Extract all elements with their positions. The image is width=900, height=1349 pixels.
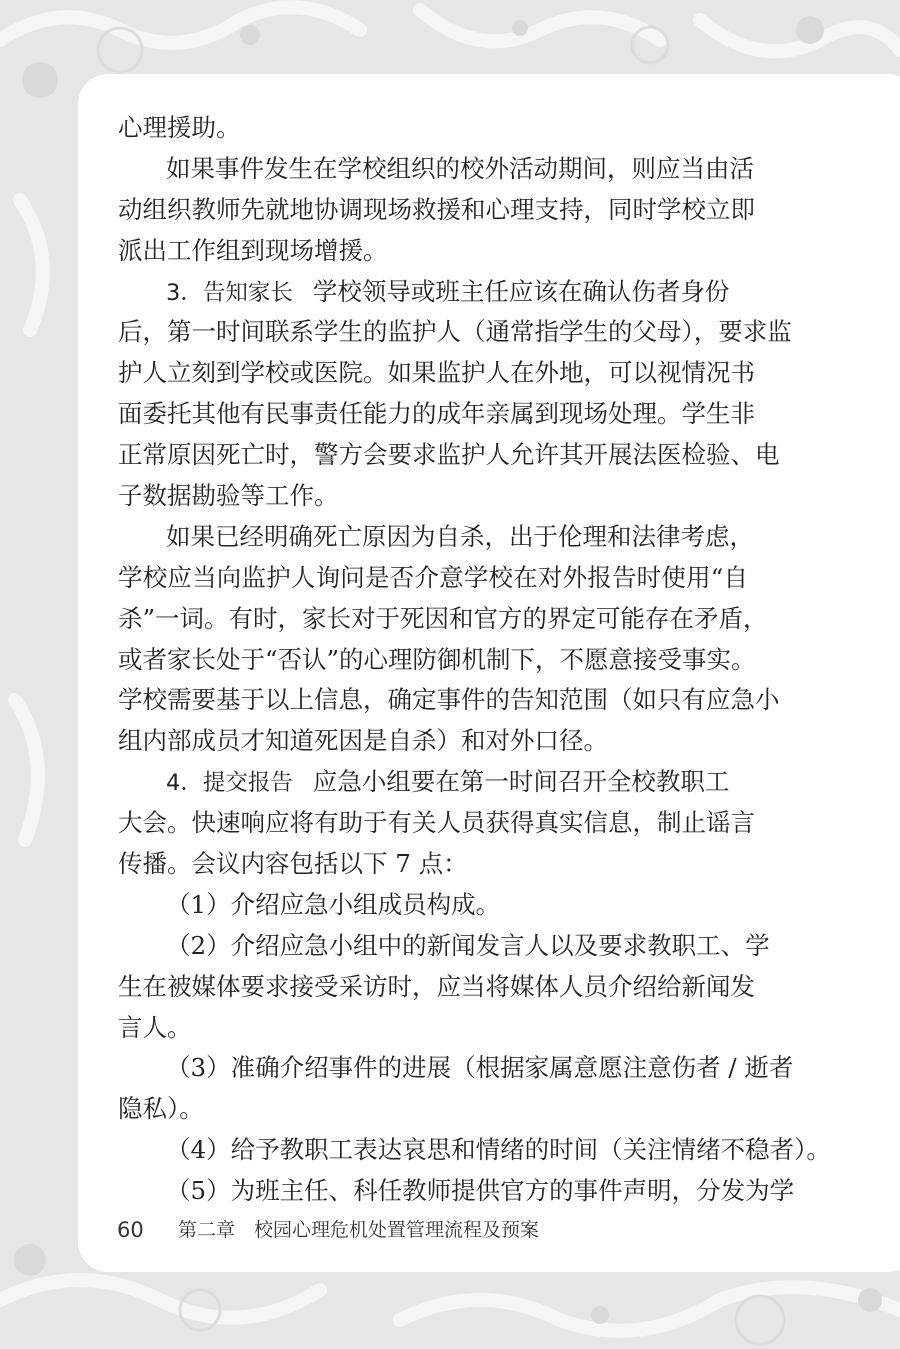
text-line: 护人立刻到学校或医院。如果监护人在外地，可以视情况书 [118, 358, 755, 388]
body-text [118, 108, 831, 1212]
text-line: 如果事件发生在学校组织的校外活动期间，则应当由活 [166, 153, 754, 183]
list-item: （5）为班主任、科任教师提供官方的事件声明，分发为学 [166, 1176, 795, 1206]
list-item: （1）介绍应急小组成员构成。 [166, 889, 501, 919]
list-item: （4）给予教职工表达哀思和情绪的时间（关注情绪不稳者）。 [166, 1135, 831, 1165]
text-line: 隐私）。 [118, 1094, 204, 1124]
text-line: 传播。会议内容包括以下 7 点： [118, 849, 468, 879]
section-heading: 3．告知家长 [166, 279, 293, 306]
text-line: 大会。快速响应将有助于有关人员获得真实信息，制止谣言 [118, 808, 755, 838]
list-item: （2）介绍应急小组中的新闻发言人以及要求教职工、学 [166, 930, 770, 960]
text-line: 组内部成员才知道死因是自杀）和对外口径。 [118, 726, 608, 756]
text-line: 后，第一时间联系学生的监护人（通常指学生的父母），要求监 [118, 317, 792, 347]
text-line: 生在被媒体要求接受采访时，应当将媒体人员介绍给新闻发 [118, 971, 755, 1001]
page-number: 60 [117, 1218, 144, 1242]
text-line: 或者家长处于“否认”的心理防御机制下，不愿意接受事实。 [118, 644, 756, 674]
text-line: 学校应当向监护人询问是否介意学校在对外报告时使用“自 [118, 562, 748, 592]
text-line: 派出工作组到现场增援。 [118, 235, 388, 265]
text-line: 心理援助。 [118, 113, 241, 142]
text-line: 面委托其他有民事责任能力的成年亲属到现场处理。学生非 [118, 399, 755, 429]
section-3-line [118, 272, 748, 313]
text-line: 如果已经明确死亡原因为自杀，出于伦理和法律考虑， [166, 521, 754, 551]
page-footer [0, 1214, 900, 1246]
section-4-line [118, 762, 748, 803]
text-line: 杀”一词。有时，家长对于死因和官方的界定可能存在矛盾， [118, 603, 768, 633]
text-line: 学校需要基于以上信息，确定事件的告知范围（如只有应急小 [118, 685, 780, 715]
list-item: （3）准确介绍事件的进展（根据家属意愿注意伤者 / 逝者 [166, 1053, 794, 1083]
text-line: 动组织教师先就地协调现场救援和心理支持，同时学校立即 [118, 194, 755, 224]
text-line: 子数据勘验等工作。 [118, 481, 339, 511]
section-heading: 4．提交报告 [166, 770, 293, 797]
text-line: 正常原因死亡时，警方会要求监护人允许其开展法医检验、电 [118, 440, 780, 470]
running-chapter-title: 第二章 校园心理危机处置管理流程及预案 [178, 1219, 540, 1241]
text-line: 言人。 [118, 1012, 192, 1042]
text-line: 应急小组要在第一时间召开全校教职工 [312, 767, 730, 797]
text-line: 学校领导或班主任应该在确认伤者身份 [312, 276, 730, 306]
